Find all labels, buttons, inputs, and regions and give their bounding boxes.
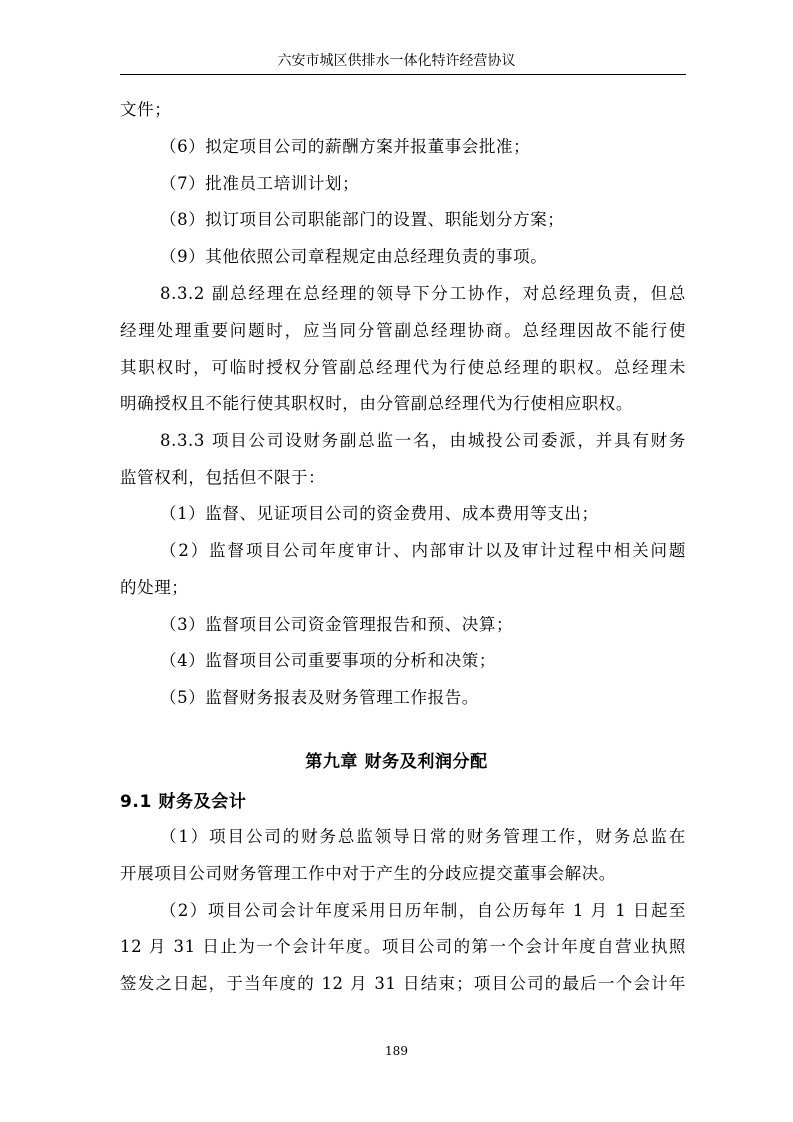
- paragraph-line: 12 月 31 日止为一个会计年度。项目公司的第一个会计年度自营业执照: [120, 937, 686, 956]
- paragraph-line: 文件；: [120, 100, 172, 119]
- paragraph-line: 的处理；: [120, 578, 189, 597]
- chapter-heading: 第九章 财务及利润分配: [305, 752, 488, 772]
- paragraph-line: （8）拟订项目公司职能部门的设置、职能划分方案；: [160, 210, 565, 229]
- paragraph-line: 监管权利，包括但不限于：: [120, 468, 326, 487]
- page-number: 189: [385, 1044, 408, 1058]
- paragraph-line: （4）监督项目公司重要事项的分析和决策；: [160, 651, 496, 670]
- paragraph-line: （2）监督项目公司年度审计、内部审计以及审计过程中相关问题: [160, 541, 686, 560]
- paragraph-line: （7）批准员工培训计划；: [160, 174, 360, 193]
- paragraph-line: 8.3.2 副总经理在总经理的领导下分工协作，对总经理负责，但总: [160, 284, 686, 303]
- paragraph-line: 8.3.3 项目公司设财务副总监一名，由城投公司委派，并具有财务: [160, 431, 686, 450]
- paragraph-line: （3）监督项目公司资金管理报告和预、决算；: [160, 615, 514, 634]
- paragraph-line: （6）拟定项目公司的薪酬方案并报董事会批准；: [160, 137, 531, 156]
- paragraph-line: 签发之日起，于当年度的 12 月 31 日结束；项目公司的最后一个会计年: [120, 974, 686, 993]
- paragraph-line: （9）其他依照公司章程规定由总经理负责的事项。: [160, 247, 548, 266]
- paragraph-line: （1）监督、见证项目公司的资金费用、成本费用等支出；: [160, 504, 599, 523]
- section-heading: 9.1 财务及会计: [120, 792, 247, 812]
- page-header: 六安市城区供排水一体化特许经营协议: [277, 53, 516, 69]
- paragraph-line: （2）项目公司会计年度采用日历年制，自公历每年 1 月 1 日起至: [160, 901, 686, 920]
- paragraph-line: 其职权时，可临时授权分管副总经理代为行使总经理的职权。总经理未: [120, 358, 686, 377]
- paragraph-line: （5）监督财务报表及财务管理工作报告。: [160, 688, 479, 707]
- paragraph-line: 明确授权且不能行使其职权时，由分管副总经理代为行使相应职权。: [120, 394, 633, 413]
- paragraph-line: 经理处理重要问题时，应当同分管副总经理协商。总经理因故不能行使: [120, 321, 686, 340]
- paragraph-line: （1）项目公司的财务总监领导日常的财务管理工作，财务总监在: [160, 827, 686, 846]
- paragraph-line: 开展项目公司财务管理工作中对于产生的分歧应提交董事会解决。: [120, 864, 616, 883]
- header-rule: [120, 74, 686, 75]
